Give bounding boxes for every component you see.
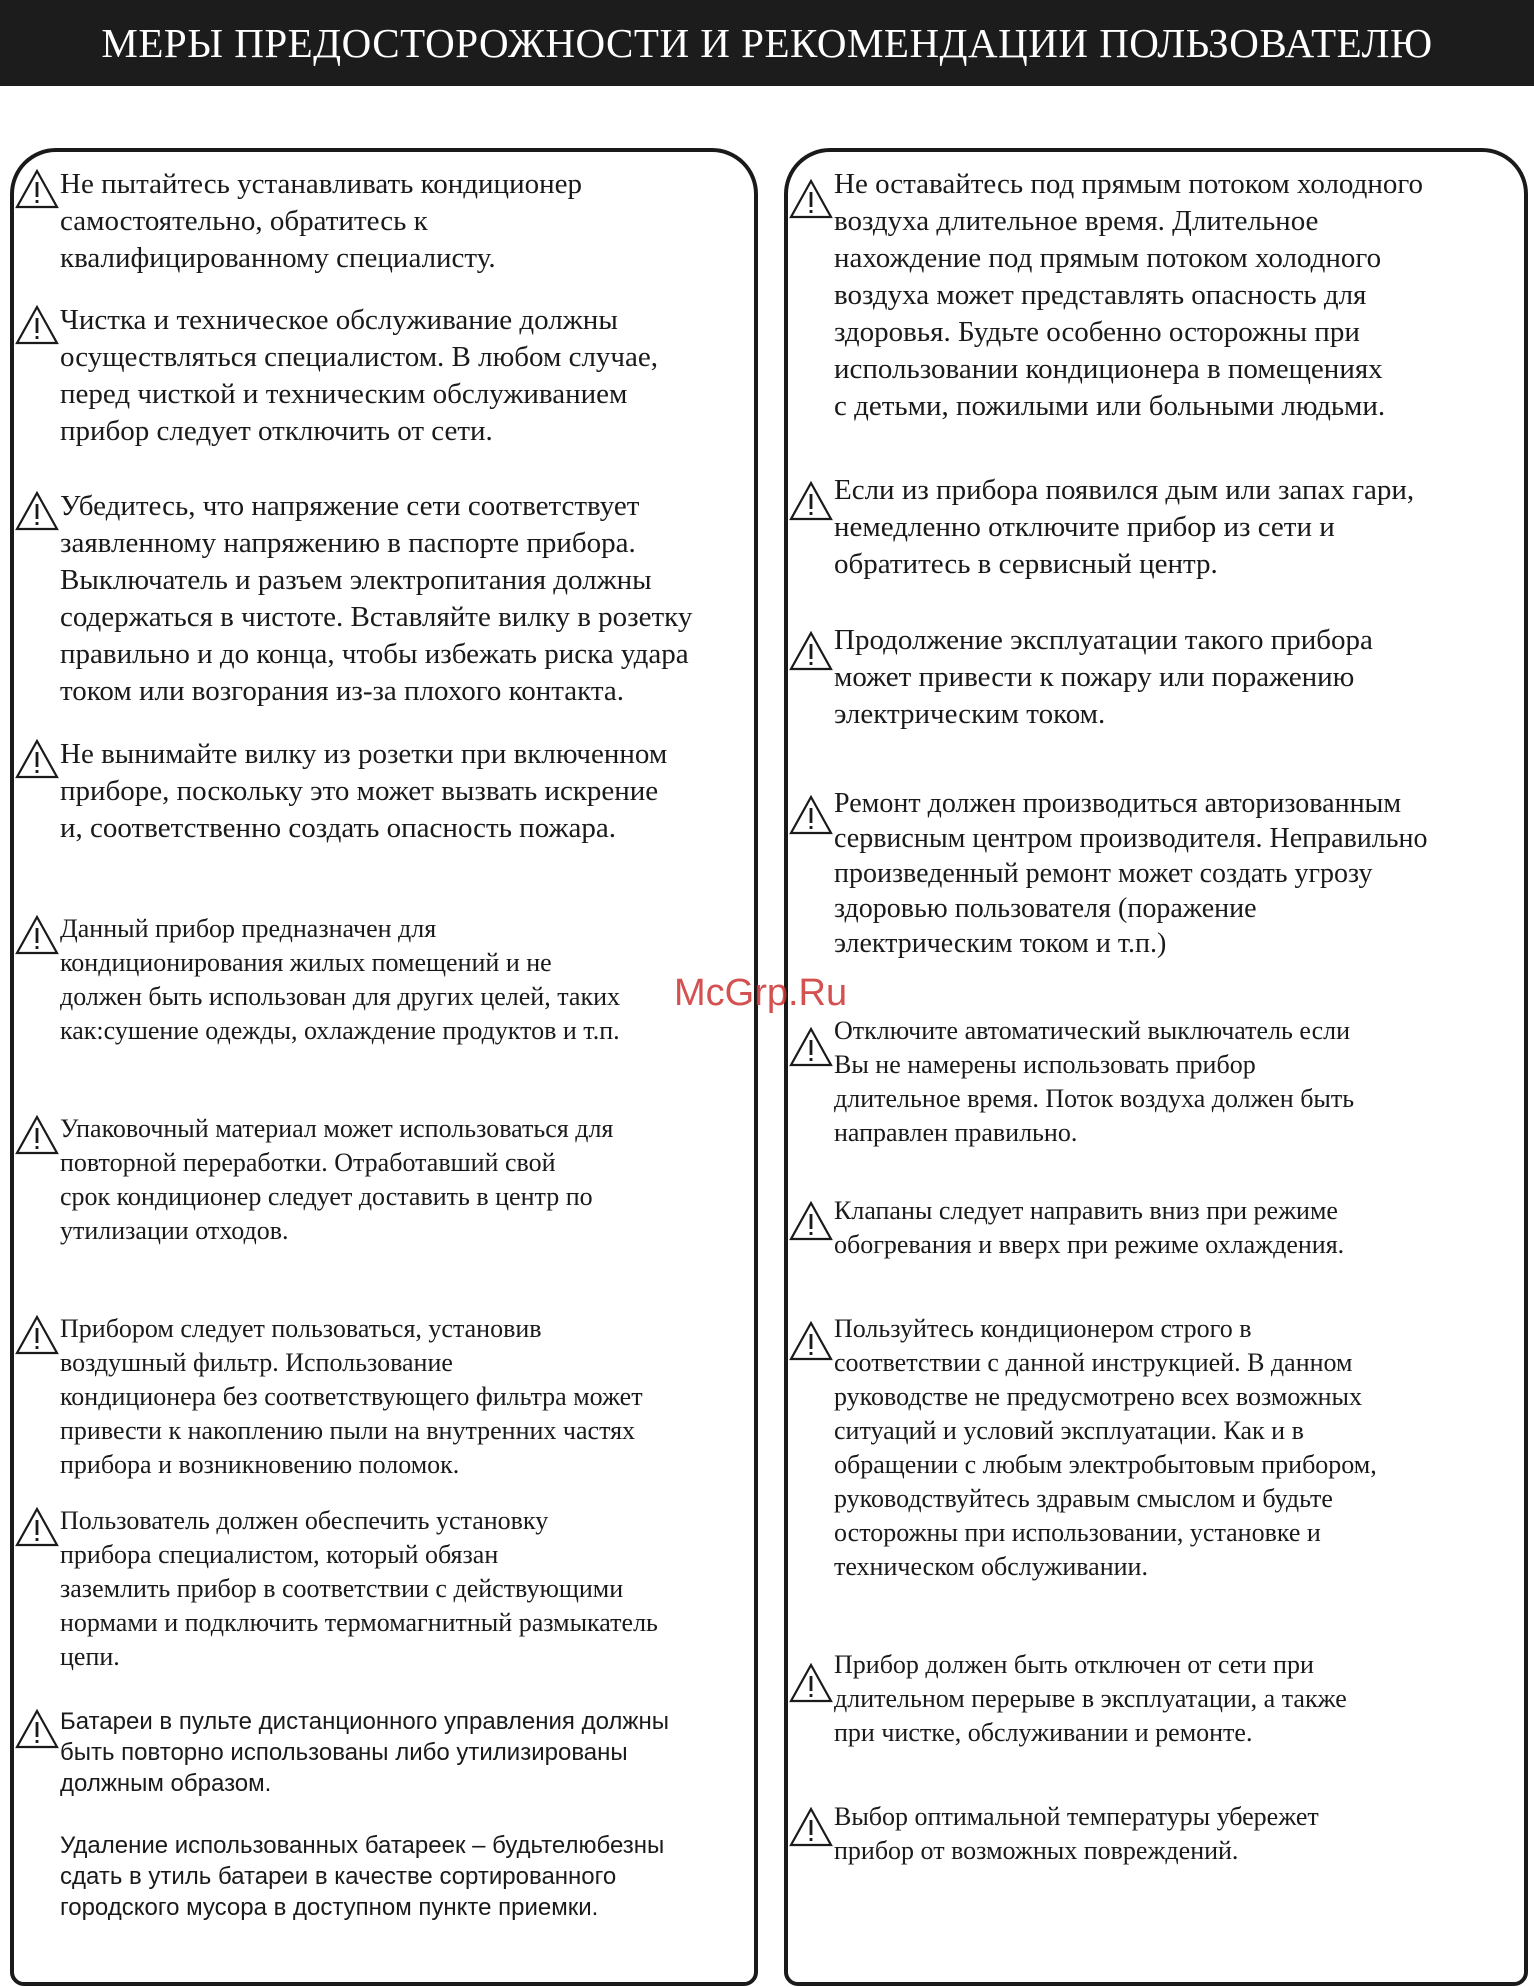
warning-text: Упаковочный материал может использоваться для повторной переработки. Отработавший свой срок кондиционер следует доставить в центр по утилизации отходов. — [60, 1114, 614, 1245]
warning-item — [788, 472, 1518, 583]
left-column — [10, 148, 758, 1986]
warning-text: Чистка и техническое обслуживание должны осуществляться специалистом. В любом случае, перед чисткой и техническим обслуживанием прибор следует отключить от сети. — [60, 304, 658, 447]
warning-text: Ремонт должен производиться авторизованным сервисным центром производителя. Неправильно произведенный ремонт может создать угрозу здоровью пользователя (поражение электрическим током и т.п.) — [834, 788, 1428, 959]
warning-item — [14, 1312, 748, 1482]
warning-item — [14, 1112, 748, 1248]
warning-item — [788, 166, 1518, 425]
warning-text: Данный прибор предназначен для кондиционирования жилых помещений и не должен быть использован для других целей, таких как:сушение одежды, охлаждение продуктов и т.п. — [60, 914, 620, 1045]
warning-text: Прибором следует пользоваться, установив воздушный фильтр. Использование кондиционера без соответствующего фильтра может привести к накоплению пыли на внутренних частях прибора и возникновению поломок. — [60, 1314, 643, 1479]
warning-item — [14, 166, 748, 277]
warning-item — [14, 488, 748, 710]
warning-item — [788, 786, 1518, 961]
warning-icon — [14, 1114, 60, 1156]
warning-text: Не вынимайте вилку из розетки при включенном приборе, поскольку это может вызвать искрение и, соответственно создать опасность пожара. — [60, 738, 668, 844]
warning-item — [14, 912, 748, 1048]
warning-icon — [14, 914, 60, 956]
warning-icon — [788, 794, 834, 836]
warning-item — [788, 1194, 1518, 1262]
warning-icon — [788, 1662, 834, 1704]
warning-text: Не пытайтесь устанавливать кондиционер самостоятельно, обратитесь к квалифицированному специалисту. — [60, 168, 582, 274]
warning-item — [788, 1312, 1518, 1584]
warning-text: Не оставайтесь под прямым потоком холодного воздуха длительное время. Длительное нахождение под прямым потоком холодного воздуха может представлять опасность для здоровья. Будьте особенно осторожны при использовании кондиционера в помещениях с детьми, пожилыми или больными людьми. — [834, 168, 1424, 422]
warning-text: Отключите автоматический выключатель если Вы не намерены использовать прибор длительное время. Поток воздуха должен быть направлен правильно. — [834, 1016, 1355, 1147]
warning-text: Продолжение эксплуатации такого прибора может привести к пожару или поражению электрическим током. — [834, 624, 1373, 730]
warning-item — [14, 302, 748, 450]
warning-icon — [788, 1026, 834, 1068]
warning-text: Убедитесь, что напряжение сети соответствует заявленному напряжению в паспорте прибора. Выключатель и разъем электропитания должны содержаться в чистоте. Вставляйте вилку в розетку правильно и до конца, чтобы избежать риска удара током или возгорания из-за плохого контакта. — [60, 490, 693, 707]
warning-item — [788, 1014, 1518, 1150]
warning-text: Клапаны следует направить вниз при режиме обогревания и вверх при режиме охлаждения. — [834, 1196, 1345, 1259]
warning-text: Пользуйтесь кондиционером строго в соответствии с данной инструкцией. В данном руководстве не предусмотрено всех возможных ситуаций и условий эксплуатации. Как и в обращении с любым электробытовым прибором, руководствуйтесь здравым смыслом и будьте осторожны при использовании, установке и техническом обслуживании. — [834, 1314, 1377, 1581]
warning-icon — [14, 1506, 60, 1548]
warning-icon — [788, 1200, 834, 1242]
warning-icon — [14, 490, 60, 532]
warning-item — [788, 1800, 1518, 1868]
warning-item — [14, 736, 748, 847]
warning-icon — [788, 178, 834, 220]
warning-text: Пользователь должен обеспечить установку прибора специалистом, который обязан заземлить прибор в соответствии с действующими нормами и подключить термомагнитный размыкатель цепи. — [60, 1506, 658, 1671]
warning-icon — [14, 168, 60, 210]
warning-icon — [14, 1314, 60, 1356]
warning-icon — [788, 1320, 834, 1362]
right-column — [784, 148, 1528, 1986]
warning-item — [788, 622, 1518, 733]
warning-item — [14, 1706, 748, 1923]
page-title: МЕРЫ ПРЕДОСТОРОЖНОСТИ И РЕКОМЕНДАЦИИ ПОЛЬЗОВАТЕЛЮ — [0, 0, 1534, 86]
watermark: McGrp.Ru — [674, 972, 848, 1014]
warning-icon — [788, 480, 834, 522]
warning-text: Выбор оптимальной температуры убережет прибор от возможных повреждений. — [834, 1802, 1319, 1865]
warning-text: Батареи в пульте дистанционного управления должны быть повторно использованы либо утилизированы должным образом. Удаление использованных батареек – будьтелюбезны сдать в утиль батареи в качестве сортированного городского мусора в доступном пункте приемки. — [60, 1708, 669, 1921]
warning-icon — [14, 1708, 60, 1750]
warning-item — [14, 1504, 748, 1674]
warning-icon — [14, 304, 60, 346]
warning-text: Прибор должен быть отключен от сети при длительном перерыве в эксплуатации, а также при чистке, обслуживании и ремонте. — [834, 1650, 1347, 1747]
warning-text: Если из прибора появился дым или запах гари, немедленно отключите прибор из сети и обратитесь в сервисный центр. — [834, 474, 1415, 580]
warning-icon — [14, 738, 60, 780]
warning-icon — [788, 630, 834, 672]
warning-icon — [788, 1806, 834, 1848]
warning-item — [788, 1648, 1518, 1750]
